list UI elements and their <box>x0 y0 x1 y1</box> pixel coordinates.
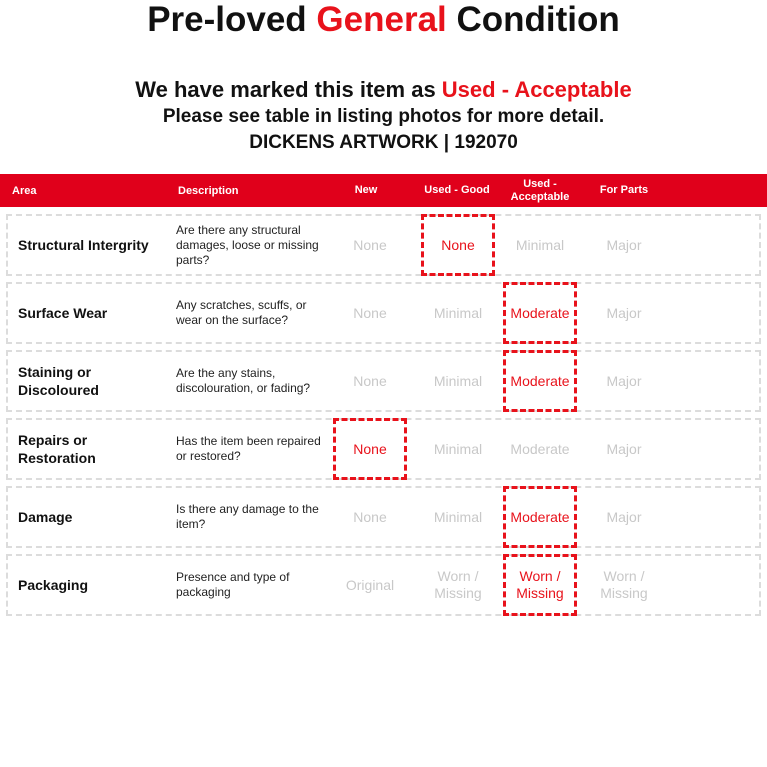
table-row <box>6 282 761 344</box>
row-description: Are the any stains, discolouration, or fading? <box>176 366 311 395</box>
table-row <box>6 418 761 480</box>
row-area-label: Repairs or Restoration <box>18 432 96 466</box>
grade-cell: Major <box>606 304 642 321</box>
grade-cell: Minimal <box>515 236 565 253</box>
title-pre: Pre-loved <box>147 0 317 39</box>
title-highlight: General <box>316 0 447 39</box>
grade-cell: Minimal <box>433 508 483 525</box>
grade-cell: None <box>353 372 387 389</box>
grade-cell: Minimal <box>433 440 483 457</box>
row-description: Presence and type of packaging <box>176 570 290 599</box>
grade-cell: Worn / Missing <box>516 568 564 601</box>
column-header-area: Area <box>12 184 37 197</box>
grade-cell: Major <box>606 236 642 253</box>
grade-cell: Minimal <box>433 304 483 321</box>
page-title <box>0 0 767 40</box>
detail-note: Please see table in listing photos for more detail. <box>162 106 605 127</box>
grade-cell: Major <box>606 372 642 389</box>
grade-cell: Worn / Missing <box>434 568 482 601</box>
table-row <box>6 554 761 616</box>
grade-cell: None <box>353 508 387 525</box>
table-row <box>6 486 761 548</box>
column-header-new: New <box>354 184 378 196</box>
row-description: Any scratches, scuffs, or wear on the surface? <box>176 298 307 327</box>
table-row <box>6 214 761 276</box>
column-header-for-parts: For Parts <box>599 184 649 196</box>
grade-cell: None <box>441 236 475 253</box>
row-area-label: Staining or Discoloured <box>18 364 99 398</box>
grade-cell: Major <box>606 440 642 457</box>
row-area-label: Surface Wear <box>18 305 108 321</box>
title-post: Condition <box>446 0 620 39</box>
row-area-label: Structural Intergrity <box>18 237 149 253</box>
row-description: Is there any damage to the item? <box>176 502 319 531</box>
condition-grade: Used - Acceptable <box>441 77 632 102</box>
row-description: Has the item been repaired or restored? <box>176 434 321 463</box>
item-identifier: DICKENS ARTWORK | 192070 <box>249 132 518 153</box>
grade-cell: Worn / Missing <box>600 568 648 601</box>
row-description: Are there any structural damages, loose or missing parts? <box>176 222 319 267</box>
column-header-used-acceptable: Used - Acceptable <box>510 177 570 203</box>
column-header-description: Description <box>178 184 239 197</box>
grade-cell: None <box>353 236 387 253</box>
table-header <box>0 174 767 207</box>
table-row <box>6 350 761 412</box>
grade-cell: Moderate <box>510 440 570 457</box>
column-header-used-good: Used - Good <box>424 184 490 196</box>
grade-cell: Moderate <box>510 372 570 389</box>
row-area-label: Packaging <box>18 577 89 593</box>
grade-cell: Moderate <box>510 508 570 525</box>
condition-statement <box>0 76 767 103</box>
grade-cell: Minimal <box>433 372 483 389</box>
grade-cell: None <box>353 440 387 457</box>
grade-cell: Moderate <box>510 304 570 321</box>
grade-cell: Original <box>345 576 395 593</box>
grade-cell: Major <box>606 508 642 525</box>
grade-cell: None <box>353 304 387 321</box>
row-area-label: Damage <box>18 509 73 525</box>
condition-statement-pre: We have marked this item as <box>135 77 442 102</box>
